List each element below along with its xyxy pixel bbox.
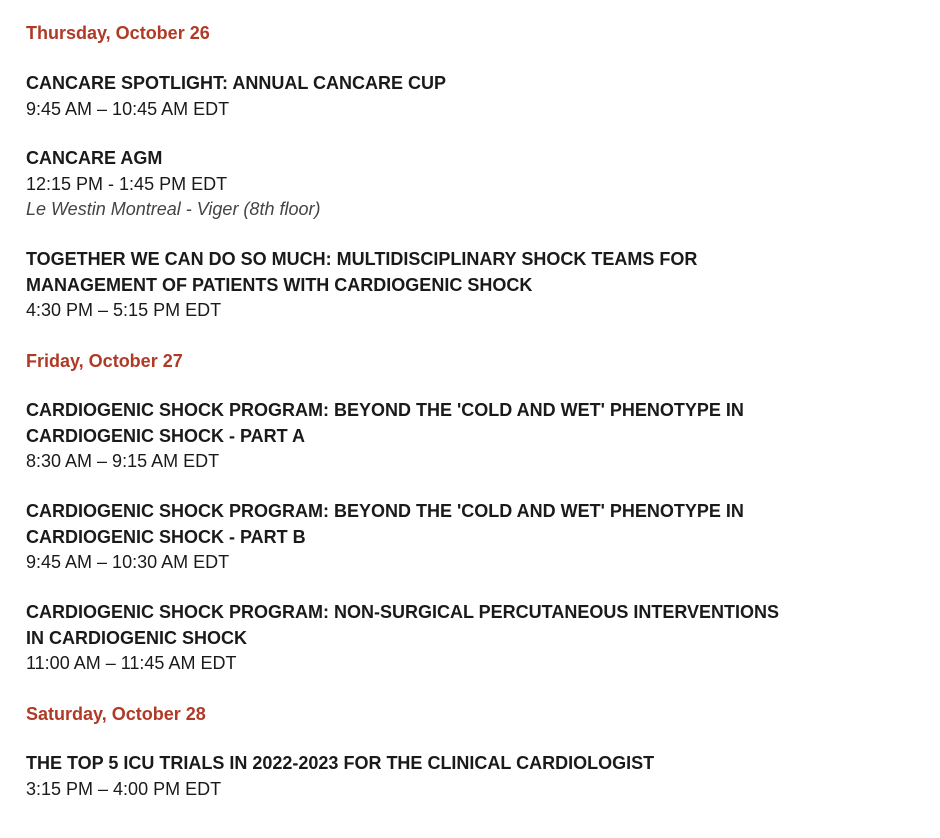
session-time: 11:00 AM – 11:45 AM EDT [26,653,237,673]
session-title: CANCARE SPOTLIGHT: ANNUAL CANCARE CUP [26,73,447,93]
session-item [26,600,926,677]
session-item [26,71,926,122]
session-time: 3:15 PM – 4:00 PM EDT [26,778,222,799]
session-item [26,398,926,475]
day-heading: Friday, October 27 [26,351,183,371]
day-heading: Thursday, October 26 [26,23,210,43]
session-time: 9:45 AM – 10:30 AM EDT [26,552,230,572]
session-item [26,146,926,223]
session-item [26,751,926,802]
session-location: Le Westin Montreal - Viger (8th floor) [26,199,321,219]
session-time: 12:15 PM - 1:45 PM EDT [26,173,228,194]
session-time: 9:45 AM – 10:45 AM EDT [26,98,230,119]
session-item [26,247,926,324]
session-item [26,499,926,576]
session-time: 4:30 PM – 5:15 PM EDT [26,300,222,320]
session-time: 8:30 AM – 9:15 AM EDT [26,451,220,471]
session-title: CARDIOGENIC SHOCK PROGRAM: BEYOND THE 'COLD AND WET' PHENOTYPE IN CARDIOGENIC SHOCK - PART B [26,501,744,547]
session-title: THE TOP 5 ICU TRIALS IN 2022-2023 FOR THE CLINICAL CARDIOLOGIST [26,753,655,773]
session-title: CARDIOGENIC SHOCK PROGRAM: NON-SURGICAL PERCUTANEOUS INTERVENTIONS IN CARDIOGENIC SHOCK [26,602,780,648]
session-title: TOGETHER WE CAN DO SO MUCH: MULTIDISCIPLINARY SHOCK TEAMS FOR MANAGEMENT OF PATIENTS WITH CARDIOGENIC SHOCK [26,249,698,295]
session-title: CARDIOGENIC SHOCK PROGRAM: BEYOND THE 'COLD AND WET' PHENOTYPE IN CARDIOGENIC SHOCK - PART A [26,400,744,446]
day-heading: Saturday, October 28 [26,704,206,724]
session-title: CANCARE AGM [26,148,163,168]
